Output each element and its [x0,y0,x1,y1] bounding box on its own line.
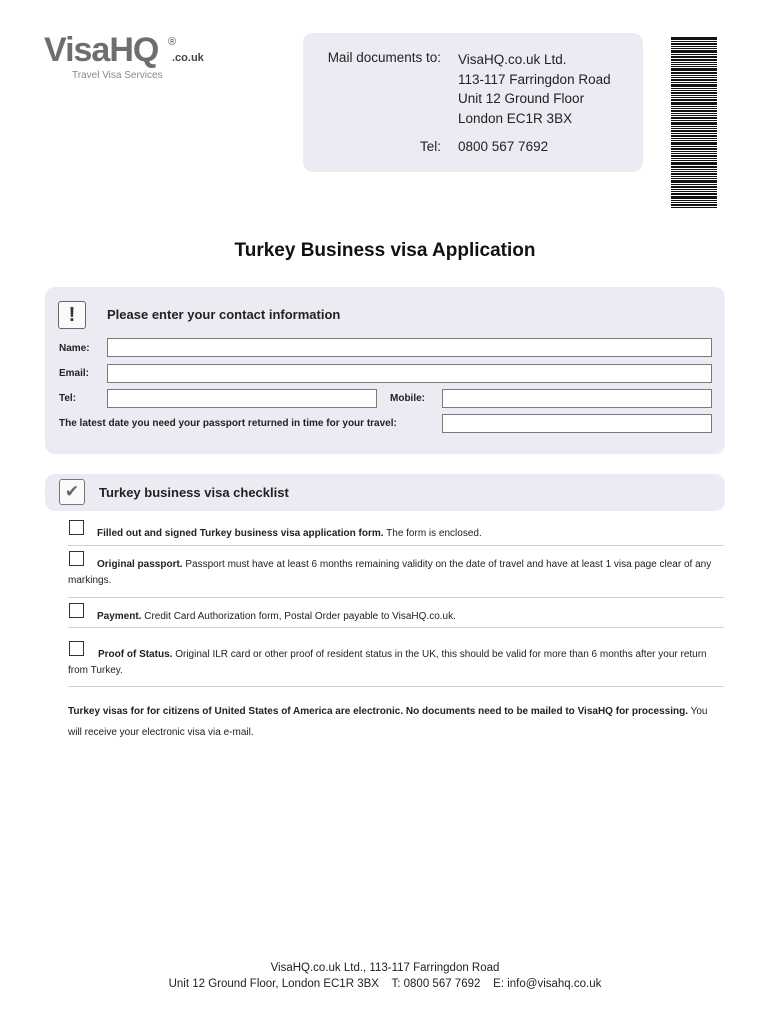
barcode-bar [671,122,717,125]
return-date-label: The latest date you need your passport returned in time for your travel: [59,418,397,429]
electronic-visa-note [68,701,718,743]
barcode-bar [671,166,717,168]
barcode-bar [671,153,717,154]
barcode-bar [671,200,717,201]
checklist-item-text: Passport must have at least 6 months remaining validity on the date of travel and have at least 1 visa page clear of any markings. [68,559,712,586]
checklist-item-title: Proof of Status. [98,649,173,660]
barcode-bar [671,84,717,87]
barcode-bar [671,196,717,199]
barcode-bar [671,169,717,170]
return-date-field[interactable] [442,414,712,433]
barcode-bar [671,99,717,101]
checklist-heading: Turkey business visa checklist [99,485,289,500]
barcode-bar [671,115,717,116]
checklist-header [45,474,725,511]
checkbox-payment[interactable] [69,603,84,618]
contact-info-heading: Please enter your contact information [107,307,341,322]
mail-tel-label: Tel: [419,139,441,154]
barcode-bar [671,151,717,152]
barcode-bar [671,62,717,63]
barcode-bar [671,191,717,192]
barcode-bar [671,82,717,83]
logo-domain: .co.uk [172,52,204,64]
barcode-bar [671,102,717,105]
tel-label: Tel: [59,393,77,404]
name-label: Name: [59,343,90,354]
checkbox-application-form[interactable] [69,520,84,535]
visahq-logo [44,30,214,86]
note-bold: Turkey visas for for citizens of United States of America are electronic. No documents need to be mailed to VisaHQ for processing. [68,706,688,717]
email-field[interactable] [107,364,712,383]
checklist-item-text: Original ILR card or other proof of resident status in the UK, this should be valid for more than 6 months after your return from Turkey. [68,649,707,676]
mail-documents-label: Mail documents to: [327,50,441,65]
contact-info-panel [45,287,725,454]
barcode-bar [671,135,717,137]
checklist-item-title: Original passport. [97,559,183,570]
barcode-bar [671,186,717,188]
checklist-item-title: Filled out and signed Turkey business visa application form. [97,528,384,539]
mail-tel-value: 0800 567 7692 [458,139,549,154]
barcode-bar [671,126,717,127]
footer [0,960,770,992]
barcode-bar [671,108,717,109]
barcode-bar [671,54,717,55]
mobile-label: Mobile: [390,393,425,404]
divider [68,627,724,628]
barcode-bar [671,66,717,67]
barcode-bar [671,90,717,91]
barcode-bar [671,158,717,159]
mailing-address-box [303,33,643,172]
barcode-bar [671,56,717,58]
barcode-bar [671,64,717,65]
checklist-item [97,609,717,625]
divider [68,597,724,598]
checklist-item-text: The form is enclosed. [383,528,482,539]
barcode [671,37,717,215]
barcode-bar [671,68,717,71]
barcode-bar [671,178,717,179]
name-field[interactable] [107,338,712,357]
page-title: Turkey Business visa Application [234,240,536,261]
barcode-bar [671,110,717,112]
barcode-bar [671,77,717,78]
barcode-bar [671,202,717,203]
barcode-bar [671,41,717,42]
barcode-bar [671,106,717,107]
barcode-bar [671,180,717,183]
barcode-bar [671,189,717,190]
barcode-bar [671,207,717,208]
barcode-bar [671,79,717,81]
barcode-bar [671,72,717,74]
checkmark-icon: ✔ [59,479,85,505]
barcode-bar [671,43,717,45]
address-line: London EC1R 3BX [458,110,573,126]
checklist-item-text: Credit Card Authorization form, Postal Order payable to VisaHQ.co.uk. [141,611,456,622]
checklist-item [97,526,717,542]
barcode-bar [671,75,717,76]
tel-field[interactable] [107,389,377,408]
mobile-field[interactable] [442,389,712,408]
address-line: VisaHQ.co.uk Ltd. [458,52,567,67]
barcode-bar [671,46,717,47]
barcode-bar [671,130,717,132]
barcode-bar [671,204,717,206]
address-line: Unit 12 Ground Floor [458,91,585,106]
barcode-bar [671,173,717,175]
barcode-bar [671,88,717,89]
divider [68,545,724,546]
checklist-item [68,647,724,679]
barcode-bar [671,142,717,145]
logo-brand: VisaHQ [44,31,159,69]
barcode-bar [671,176,717,177]
barcode-bar [671,138,717,139]
exclamation-icon: ! [58,301,86,329]
checklist-item-title: Payment. [97,611,142,622]
barcode-bar [671,155,717,157]
barcode-bar [671,133,717,134]
barcode-bar [671,171,717,172]
barcode-bar [671,120,717,121]
mailing-address [458,50,611,128]
barcode-bar [671,193,717,195]
barcode-bar [671,48,717,49]
barcode-bar [671,59,717,61]
note-text: You will receive your electronic visa via e-mail. [68,706,708,738]
barcode-bar [671,113,717,114]
checklist-item [68,557,718,589]
email-label: Email: [59,368,90,379]
barcode-bar [671,117,717,119]
logo-registered-mark: ® [168,36,177,48]
barcode-bar [671,184,717,185]
barcode-bar [671,162,717,165]
divider [68,686,724,687]
barcode-bar [671,160,717,161]
logo-tagline: Travel Visa Services [72,70,163,81]
barcode-bar [671,148,717,150]
barcode-bar [671,146,717,147]
footer-line: VisaHQ.co.uk Ltd., 113-117 Farringdon Road [270,962,500,974]
barcode-bar [671,95,717,96]
barcode-bar [671,128,717,129]
footer-line: Unit 12 Ground Floor, London EC1R 3BX T: 0800 567 7692 E: info@visahq.co.uk [168,978,602,990]
barcode-bar [671,97,717,98]
barcode-bar [671,92,717,94]
barcode-bar [671,140,717,141]
barcode-bar [671,50,717,53]
address-line: 113-117 Farringdon Road [458,71,611,87]
barcode-bar [671,37,717,40]
